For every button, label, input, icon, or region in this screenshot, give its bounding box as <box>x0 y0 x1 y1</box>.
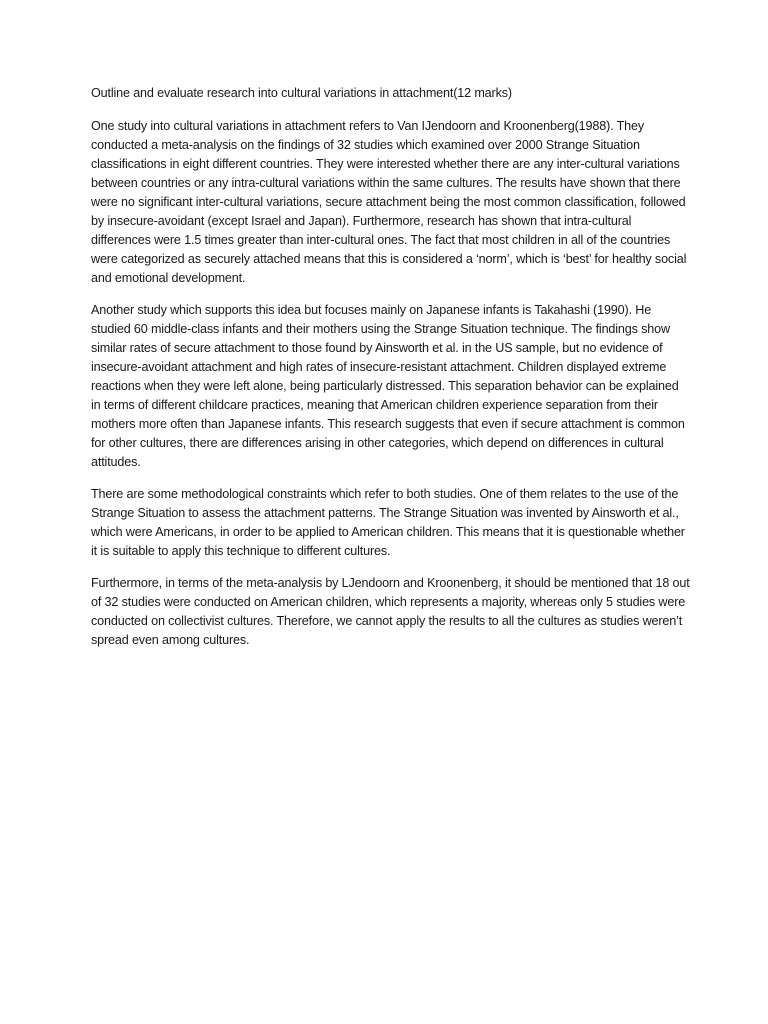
paragraph-meta-analysis-critique: Furthermore, in terms of the meta-analysis by LJendoorn and Kroonenberg, it should be mentioned that 18 out of 32 studies were conducted on American children, which represents a majority, whereas only 5 studies were conducted on collectivist cultures. Therefore, we cannot apply the results to all the cultures as studies weren’t spread even among cultures. <box>91 576 690 647</box>
essay-question-heading: Outline and evaluate research into cultural variations in attachment(12 marks) <box>91 86 512 100</box>
document-body <box>91 84 691 663</box>
paragraph-methodological-constraints: There are some methodological constraints which refer to both studies. One of them relates to the use of the Strange Situation to assess the attachment patterns. The Strange Situation was invented by Ainsworth et al., which were Americans, in order to be applied to American children. This means that it is questionable whether it is suitable to apply this technique to different cultures. <box>91 487 685 558</box>
paragraph-takahashi-study: Another study which supports this idea but focuses mainly on Japanese infants is Takahashi (1990). He studied 60 middle-class infants and their mothers using the Strange Situation technique. The findings show similar rates of secure attachment to those found by Ainsworth et al. in the US sample, but no evidence of insecure-avoidant attachment and high rates of insecure-resistant attachment. Children displayed extreme reactions when they were left alone, being particularly distressed. This separation behavior can be explained in terms of different childcare practices, meaning that American children experience separation from their mothers more often than Japanese infants. This research suggests that even if secure attachment is common for other cultures, there are differences arising in other categories, which depend on differences in cultural attitudes. <box>91 303 685 469</box>
paragraph-van-ijendoorn-study: One study into cultural variations in attachment refers to Van IJendoorn and Kroonenberg(1988). They conducted a meta-analysis on the findings of 32 studies which examined over 2000 Strange Situation classifications in eight different countries. They were interested whether there are any inter-cultural variations between countries or any intra-cultural variations within the same cultures. The results have shown that there were no significant inter-cultural variations, secure attachment being the most common classification, followed by insecure-avoidant (except Israel and Japan). Furthermore, research has shown that intra-cultural differences were 1.5 times greater than inter-cultural ones. The fact that most children in all of the countries were categorized as securely attached means that this is considered a ‘norm’, which is ‘best’ for healthy social and emotional development. <box>91 119 687 285</box>
